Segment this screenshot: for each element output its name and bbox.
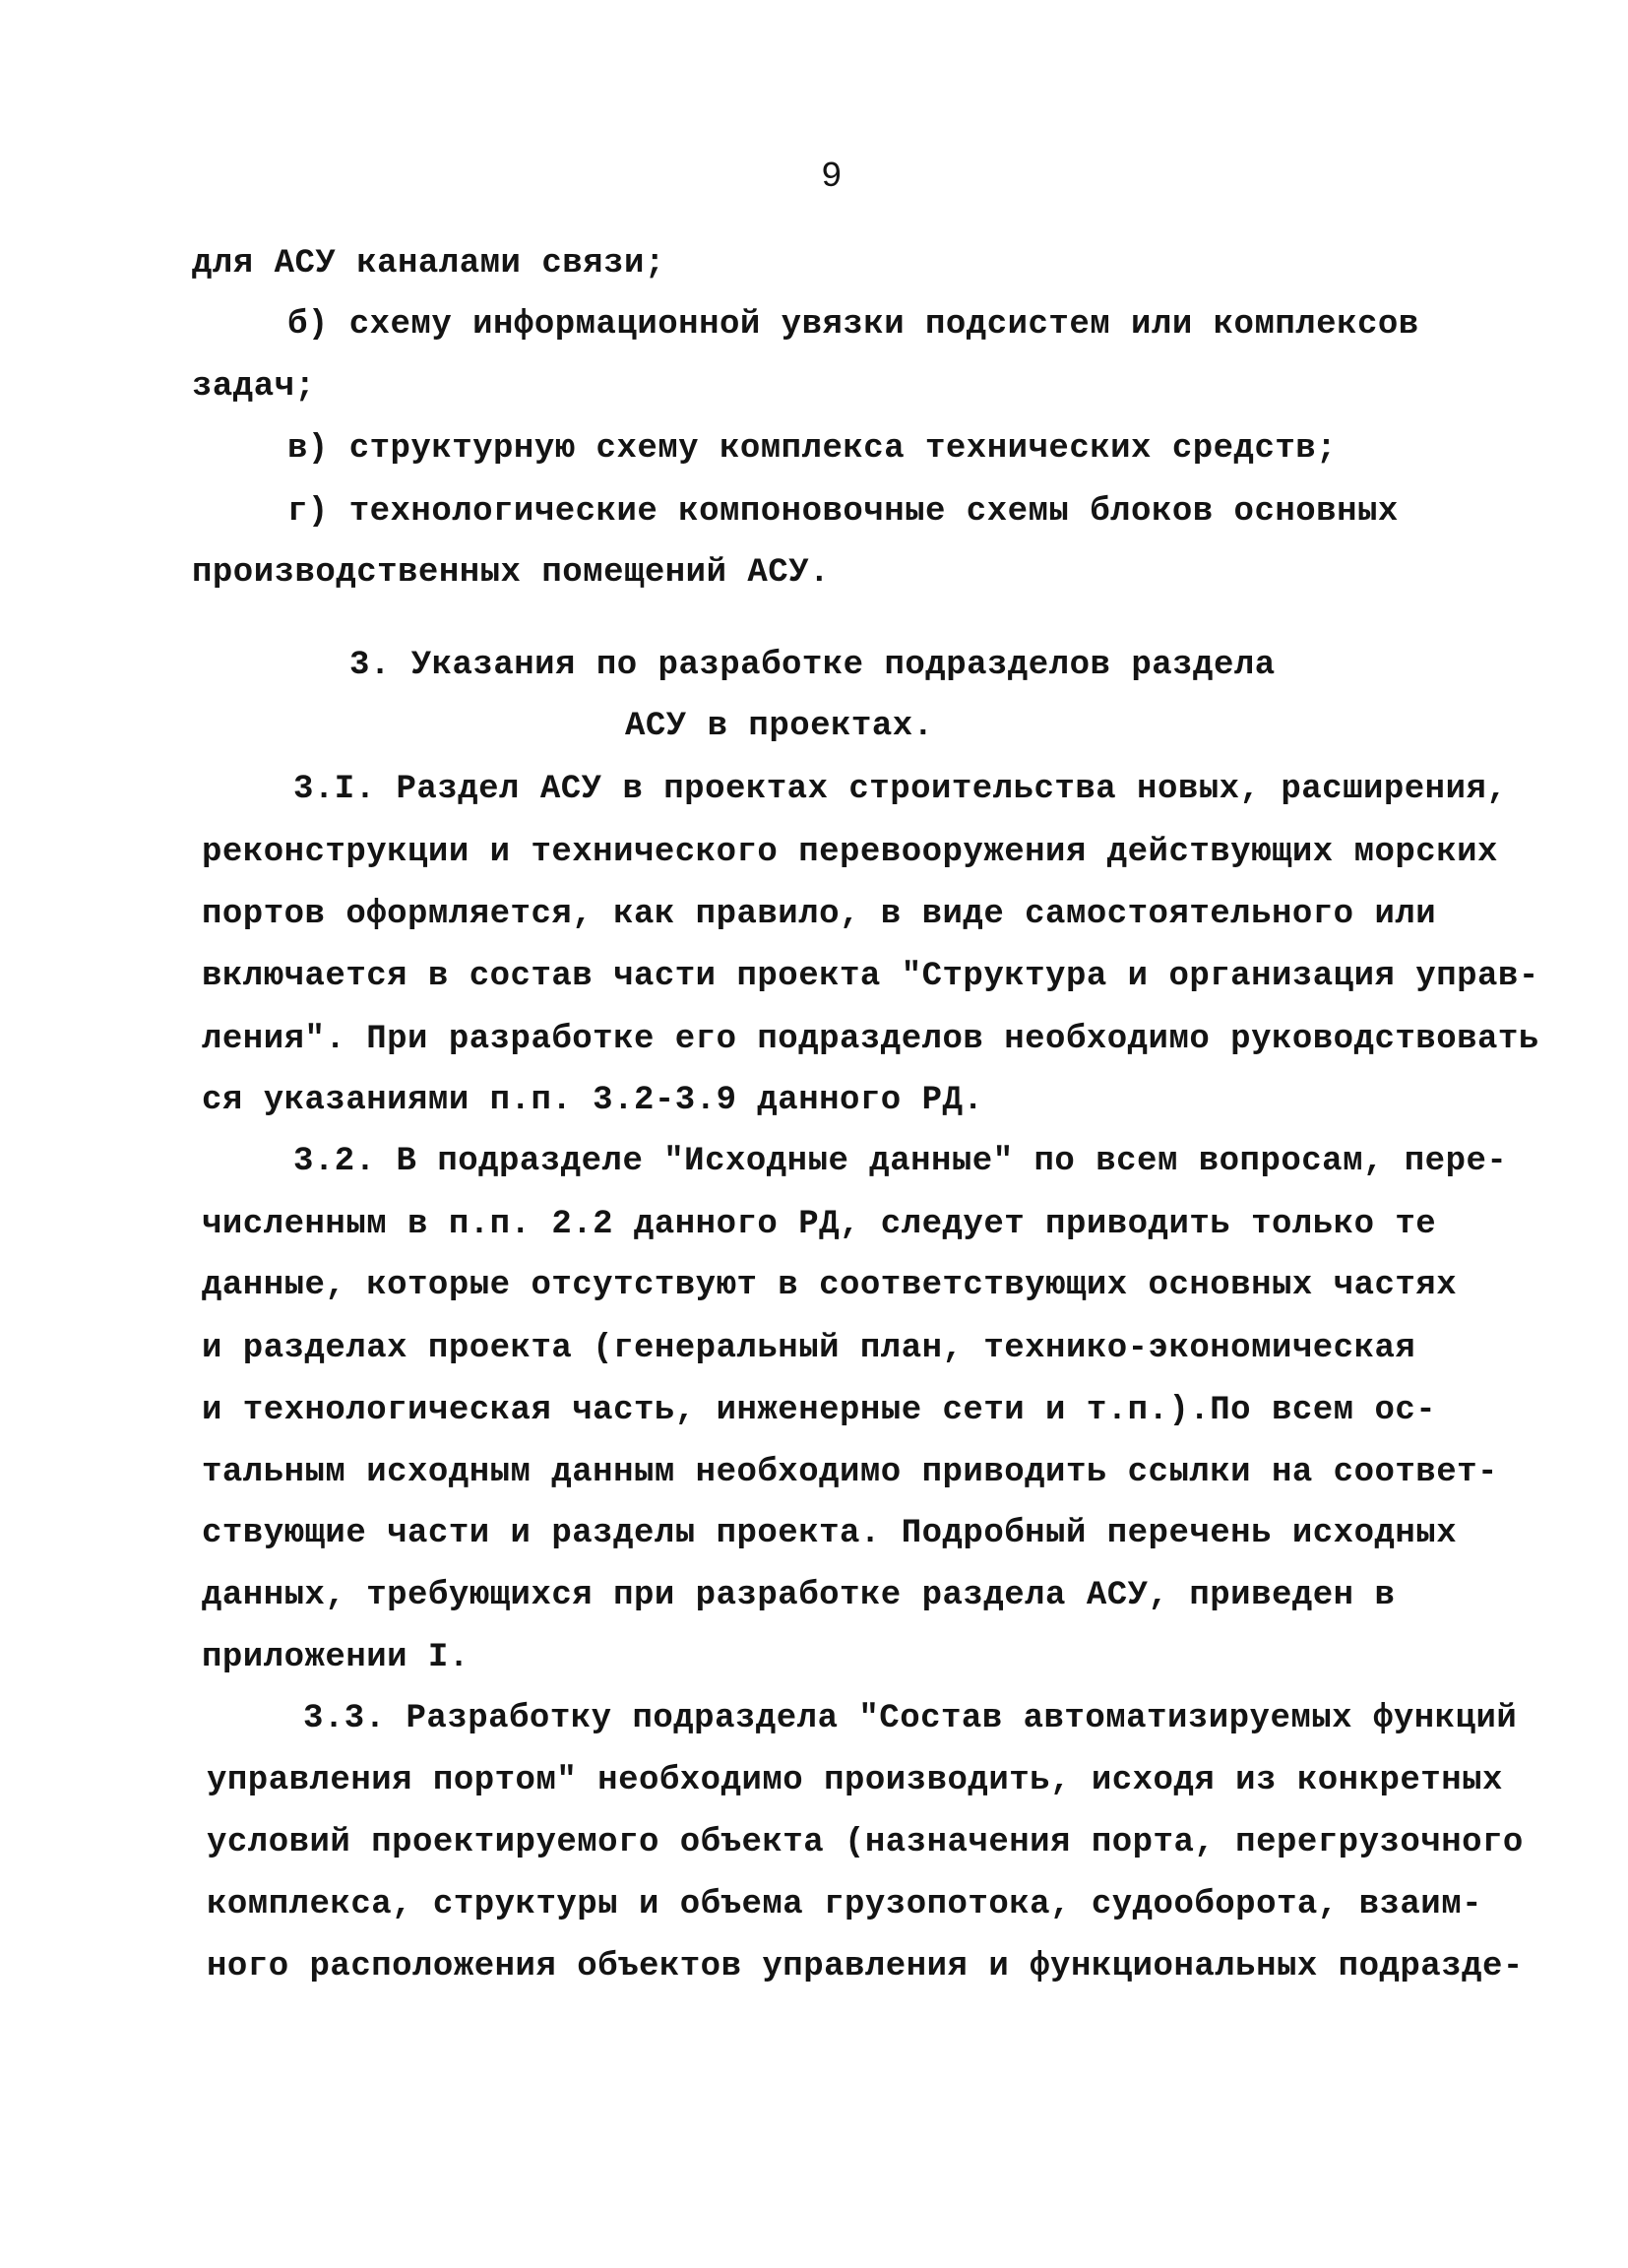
text-line: 3.I. Раздел АСУ в проектах строительства новых, расширения,	[293, 771, 1508, 808]
text-line: ствующие части и разделы проекта. Подробный перечень исходных	[202, 1515, 1458, 1552]
text-line: и разделах проекта (генеральный план, технико-экономическая	[202, 1330, 1416, 1367]
text-line: управления портом" необходимо производить, исходя из конкретных	[207, 1762, 1503, 1799]
text-line: портов оформляется, как правило, в виде самостоятельного или	[202, 896, 1437, 933]
text-line: условий проектируемого объекта (назначения порта, перегрузочного	[207, 1824, 1524, 1861]
text-line: включается в состав части проекта "Структура и организация управ-	[202, 958, 1539, 995]
text-line: данные, которые отсутствуют в соответствующих основных частях	[202, 1267, 1458, 1304]
text-line: г) технологические компоновочные схемы блоков основных	[287, 493, 1399, 531]
text-line: 3.2. В подразделе "Исходные данные" по всем вопросам, пере-	[293, 1143, 1508, 1180]
text-line: ся указаниями п.п. 3.2-3.9 данного РД.	[202, 1082, 984, 1119]
section-heading: АСУ в проектах.	[625, 708, 934, 745]
text-line: и технологическая часть, инженерные сети и т.п.).По всем ос-	[202, 1392, 1437, 1429]
text-line: приложении I.	[202, 1639, 470, 1676]
text-line: б) схему информационной увязки подсистем или комплексов	[287, 306, 1419, 344]
text-line: ления". При разработке его подразделов необходимо руководствовать	[202, 1021, 1539, 1058]
text-line: производственных помещений АСУ.	[192, 554, 831, 592]
text-line: численным в п.п. 2.2 данного РД, следует приводить только те	[202, 1206, 1437, 1243]
text-line: для АСУ каналами связи;	[192, 245, 665, 283]
text-line: задач;	[192, 368, 316, 406]
text-line: реконструкции и технического перевооружения действующих морских	[202, 834, 1498, 871]
page-number: 9	[821, 157, 843, 197]
text-line: комплекса, структуры и объема грузопотока, судооборота, взаим-	[207, 1886, 1483, 1923]
text-line: ного расположения объектов управления и функциональных подразде-	[207, 1948, 1524, 1985]
section-heading: 3. Указания по разработке подразделов раздела	[349, 647, 1276, 684]
text-line: тальным исходным данным необходимо приводить ссылки на соответ-	[202, 1454, 1498, 1491]
text-line: 3.3. Разработку подраздела "Состав автоматизируемых функций	[303, 1700, 1518, 1737]
text-line: данных, требующихся при разработке раздела АСУ, приведен в	[202, 1577, 1396, 1614]
text-line: в) структурную схему комплекса технических средств;	[287, 430, 1338, 468]
